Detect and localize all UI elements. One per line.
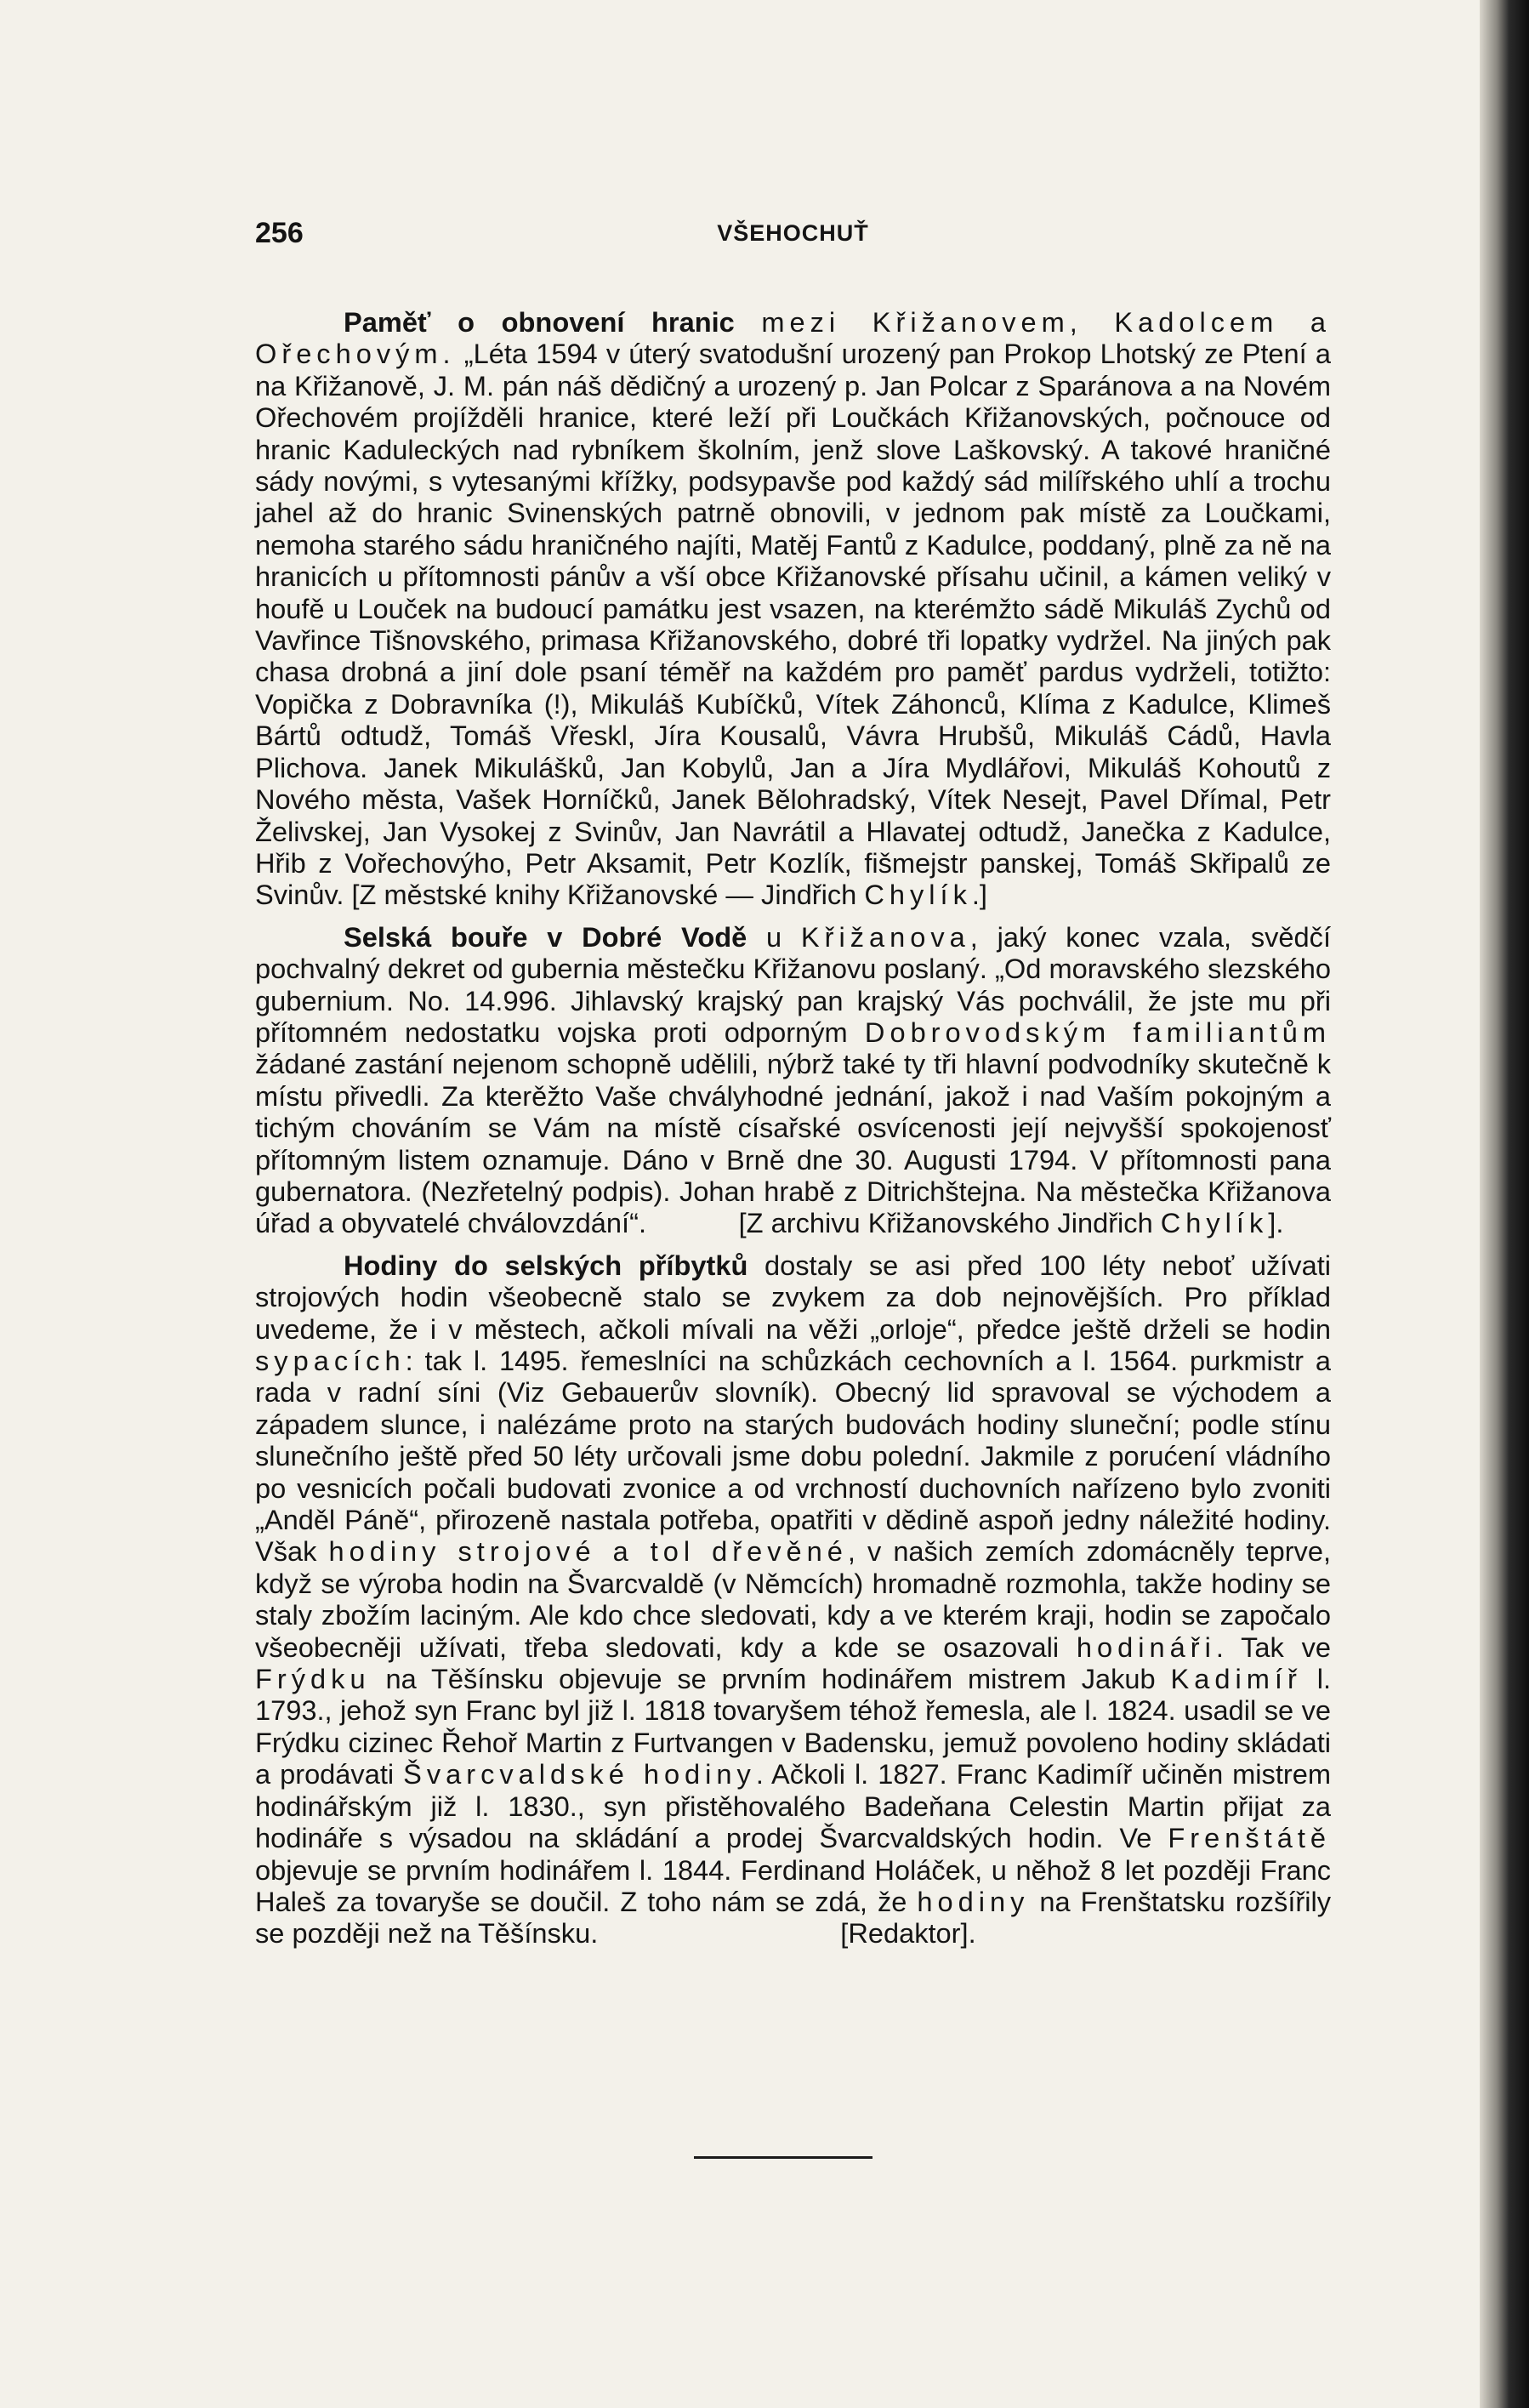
text-run: . Tak ve xyxy=(1215,1631,1332,1663)
source-note: [Z archivu Křižanovského Jindřich xyxy=(738,1207,1161,1239)
text-run: : tak l. 1495. řemeslníci na schůzkách cechovních a l. 1564. purkmistr a rada v radní síni (Viz Gebauerův slovník). Obecný lid spravoval se východem a západem slunce, i nalézáme proto na starých budovách hodiny sluneční; podle stínu slunečního ještě před 50 léty určovali jsme dobu polední. Jakmile z porućení vládního po vesnicích počali budovati zvonice a od vrchností duchovních nařízeno bylo zvoniti „Anděl Páně“, přirozeně nastala potřeba, opatřiti v dědině aspoň jedny náležité hodiny. Však xyxy=(255,1345,1331,1568)
spaced-text: hodiny xyxy=(917,1885,1030,1917)
page-number: 256 xyxy=(255,217,304,249)
spaced-text: Frýdku xyxy=(255,1663,371,1695)
text-run: u xyxy=(747,920,801,953)
text-run: dostaly se asi před 100 léty neboť užívati strojových hodin všeobecně stalo se zvykem za dob nejnovějších. Pro příklad uvedeme, že i v městech, ačkoli mívali na věži „orloje“, předce ještě drželi se hodin xyxy=(255,1249,1331,1345)
page-header xyxy=(255,217,1331,259)
spaced-text: Kadimíř xyxy=(1170,1663,1302,1695)
text-run: ]. xyxy=(1268,1207,1284,1239)
spaced-text: Frenštátě xyxy=(1168,1822,1331,1854)
paragraph-lead: Hodiny do selských příbytků xyxy=(344,1249,748,1281)
text-run: , v našich zemích zdomácněly teprve, když se výroba hodin na Švarcvaldě (v Němcích) hromadně rozmohla, takže hodiny se staly zbožím laciným. Ale kdo chce sledovati, kdy a ve kterém kraji, hodin se započalo všeobecněji užívati, třeba sledovati, kdy a kde se osazovali xyxy=(255,1535,1332,1663)
paragraph-peasant-revolt xyxy=(255,921,1331,1239)
spaced-text: Dobrovodským familiantům xyxy=(864,1016,1331,1048)
text-run: , jaký konec vzala, svědčí pochvalný dekret od gubernia městečku Křižanovu poslaný. „Od moravského slezského gubernium. No. 14.996. Jihlavský krajský pan krajský Vás pochválil, že jste mu při přítomném nedostatku vojska proti odporným xyxy=(255,920,1331,1048)
spaced-text: Chylík xyxy=(864,879,972,911)
page-edge-shadow xyxy=(1480,0,1529,2408)
spaced-text: Křižanova xyxy=(800,920,970,953)
spaced-text: mezi Křižanovem, Kadolcem a Ořechovým. xyxy=(255,306,1331,370)
spaced-text: Švarcvaldské hodiny xyxy=(403,1758,756,1790)
spaced-text: hodiny strojové a tol dřevěné xyxy=(328,1535,848,1568)
spaced-text: hodináři xyxy=(1076,1631,1216,1663)
spaced-text: Chylík xyxy=(1160,1207,1269,1239)
text-run: na Frenštatsku rozšířily se později než na Těšínsku. xyxy=(255,1885,1331,1950)
text-run: . Ačkoli l. 1827. Franc Kadimíř učiněn mistrem hodinářským již l. 1830., syn přistěhovalého Badeňana Celestin Martin přijat za hodináře s výsadou na skládání a prodej Švarcvaldských hodin. Ve xyxy=(255,1758,1331,1854)
text-run: .] xyxy=(971,879,987,911)
paragraph-boundaries xyxy=(255,306,1331,911)
text-run: žádané zastání nejenom schopně udělili, nýbrž také ty tři hlavní podvodníky skutečně k místu přivedli. Za kterěžto Vaše chvályhodné jednání, jakož i nad Vaším pokojným a tichým chováním se Vám na místě císařské osvícenosti její nejvyšší spokojenosť přítomným listem oznamuje. Dáno v Brně dne 30. Augusti 1794. V přítomnosti pana gubernatora. (Nezřetelný podpis). Johan hrabě z Ditrichštejna. Na městečka Křižanova úřad a obyvatelé chválovzdání“. xyxy=(255,1048,1331,1239)
page-body xyxy=(255,306,1331,1960)
spaced-text: sypacích xyxy=(255,1345,406,1376)
text-run: „Léta 1594 v úterý svatodušní urozený pan Prokop Lhotský ze Ptení a na Křižanově, J. M. pán náš dědičný a urozený p. Jan Polcar z Sparánova a na Novém Ořechovém projížděli hranice, které leží při Loučkách Křižanovských, počnouce od hranic Kaduleckých nad rybníkem školním, jenž slove Laškovský. A takové hraničné sády novými, s vytesanými křížky, podsypavše pod každý sád milířského uhlí a trochu jahel až do hranic Svinenských patrně obnovili, v jednom pak místě za Loučkami, nemoha starého sádu hraničného najíti, Matěj Fantů z Kadulce, poddaný, plně za ně na hranicích u přítomnosti pánův a vší obce Křižanovské přísahu učinil, a kámen veliký v houfě u Louček na budoucí památku jest vsazen, na kterémžto sádě Mikuláš Zychů od Vavřince Tišnovského, primasa Křižanovského, dobré tři lopatky vydržel. Na jiných pak chasa drobná a jiní dole psaní téměř na každém pro paměť pardus vydrželi, totižto: Vopička z Dobravníka (!), Mikuláš Kubíčků, Vítek Záhonců, Klíma z Kadulce, Klimeš Bártů odtudž, Tomáš Vřeskl, Jíra Kousalů, Vávra Hrubšů, Mikuláš Cádů, Havla Plichova. Janek Mikulášků, Jan Kobylů, Jan a Jíra Mydlářovi, Mikuláš Kohoutů z Nového města, Vašek Horníčků, Janek Bělohradský, Vítek Nesejt, Pavel Dřímal, Petr Želivskej, Jan Vysokej z Svinův, Jan Navrátil a Hlavatej odtudž, Janečka z Kadulce, Hřib z Vořechovýho, Petr Aksamit, Petr Kozlík, fišmejstr panskej, Tomáš Skřipalů ze Svinův. [Z městské knihy Křižanovské — Jindřich xyxy=(255,338,1331,911)
text-run: na Těšínsku objevuje se prvním hodinářem mistrem Jakub xyxy=(370,1663,1171,1695)
paragraph-clocks xyxy=(255,1250,1331,1950)
signature: [Redaktor]. xyxy=(840,1917,976,1950)
paragraph-lead: Paměť o obnovení hranic xyxy=(344,306,735,338)
text-run: l. 1793., jehož syn Franc byl již l. 1818 tovaryšem téhož řemesla, ale l. 1824. usadil se ve Frýdku cizinec Řehoř Martin z Furtvangen v Badensku, jemuž povoleno hodiny skládati a prodávati xyxy=(255,1663,1331,1790)
section-divider xyxy=(694,2156,872,2159)
running-title: VŠEHOCHUŤ xyxy=(717,220,869,246)
text-run xyxy=(735,306,762,338)
paragraph-lead: Selská bouře v Dobré Vodě xyxy=(344,920,747,953)
text-run: objevuje se prvním hodinářem l. 1844. Ferdinand Holáček, u něhož 8 let později Franc Haleš za tovaryše se doučil. Z toho nám se zdá, že xyxy=(255,1853,1331,1917)
